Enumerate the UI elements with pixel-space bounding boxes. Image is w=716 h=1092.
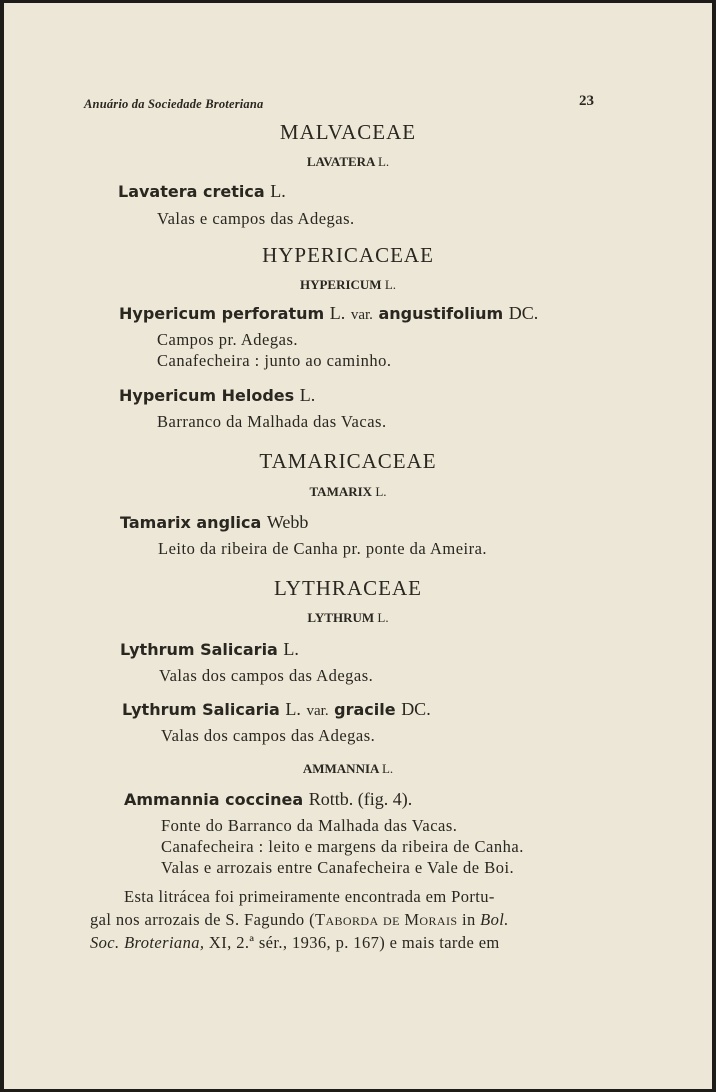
variety-author: DC. [508, 303, 539, 323]
genus-author: L. [377, 610, 389, 625]
genus-heading-ammannia [0, 761, 702, 777]
genus-heading-lythrum [0, 610, 702, 626]
locality-line: Valas e campos das Adegas. [157, 209, 355, 228]
species-name: Hypericum Helodes [119, 386, 295, 405]
journal-title: Anuário da Sociedade Broteriana [84, 97, 264, 111]
genus-name: LAVATERA [306, 154, 375, 169]
species-author: L. [270, 181, 286, 201]
genus-author: L. [384, 277, 397, 292]
genus-name: AMMANNIA [302, 761, 379, 776]
species-author: L. [329, 303, 346, 323]
species-name: Ammannia coccinea [124, 790, 304, 809]
species-tamarix-anglica [120, 512, 308, 533]
family-heading-hypericaceae: HYPERICACEAE [262, 243, 434, 267]
species-name: Tamarix anglica [120, 513, 262, 532]
running-header [84, 93, 594, 115]
locality-line: Fonte do Barranco da Malhada das Vacas. [161, 816, 458, 835]
journal-citation: Soc. Broteriana, [90, 933, 205, 952]
species-ammannia-coccinea [124, 789, 412, 810]
journal-citation: Bol. [480, 910, 509, 929]
locality-line: Leito da ribeira de Canha pr. ponte da Ameira. [158, 539, 488, 558]
species-name: Lavatera cretica [118, 182, 265, 201]
document-page [4, 3, 712, 1089]
species-hypericum-perforatum [119, 303, 538, 324]
locality-line: Campos pr. Adegas. [157, 330, 298, 349]
variety-author: DC. [401, 699, 431, 719]
genus-heading-hypericum [0, 277, 702, 293]
author-citation: Taborda de Morais [314, 910, 458, 929]
variety-name: angustifolium [378, 304, 504, 323]
species-author: Webb [266, 512, 309, 532]
paragraph-line-1: Esta litrácea foi primeiramente encontrada em Portu- [124, 887, 495, 906]
species-name: Hypericum perforatum [119, 304, 325, 323]
genus-name: TAMARIX [309, 484, 373, 499]
species-author: Rottb. (fig. 4). [308, 789, 413, 809]
variety-marker: var. [350, 307, 373, 323]
genus-heading-tamarix [0, 484, 702, 500]
paragraph-text: in [457, 910, 481, 929]
genus-author: L. [381, 761, 394, 776]
family-heading-lythraceae: LYTHRACEAE [274, 576, 422, 600]
genus-author: L. [375, 484, 387, 499]
genus-author: L. [377, 154, 390, 169]
species-lythrum-salicaria-gracile [122, 699, 431, 720]
variety-marker: var. [306, 703, 329, 719]
page-number: 23 [579, 93, 594, 109]
paragraph-line-2 [90, 910, 590, 930]
genus-name: LYTHRUM [307, 610, 375, 625]
paragraph-text: XI, 2.ª sér., 1936, p. 167) e mais tarde em [204, 933, 500, 952]
species-name: Lythrum Salicaria [122, 700, 280, 719]
paragraph-text: gal nos arrozais de S. Fagundo ( [90, 910, 315, 929]
species-author: L. [299, 385, 316, 405]
locality-line: Canafecheira : junto ao caminho. [157, 351, 392, 370]
locality-line: Valas dos campos das Adegas. [161, 726, 376, 745]
genus-heading-lavatera [0, 154, 702, 170]
genus-name: HYPERICUM [299, 277, 382, 292]
locality-line: Valas e arrozais entre Canafecheira e Vale de Boi. [161, 858, 515, 877]
paragraph-line-3 [90, 933, 590, 953]
family-heading-tamaricaceae: TAMARICACEAE [259, 449, 437, 473]
family-heading-malvaceae: MALVACEAE [279, 120, 417, 144]
species-lavatera-cretica [118, 181, 286, 202]
species-hypericum-helodes [119, 385, 315, 406]
species-name: Lythrum Salicaria [120, 640, 278, 659]
locality-line: Valas dos campos das Adegas. [159, 666, 374, 685]
species-author: L. [285, 699, 301, 719]
species-author: L. [283, 639, 299, 659]
locality-line: Barranco da Malhada das Vacas. [157, 412, 387, 431]
locality-line: Canafecheira : leito e margens da ribeira de Canha. [161, 837, 524, 856]
variety-name: gracile [334, 700, 396, 719]
species-lythrum-salicaria [120, 639, 299, 660]
